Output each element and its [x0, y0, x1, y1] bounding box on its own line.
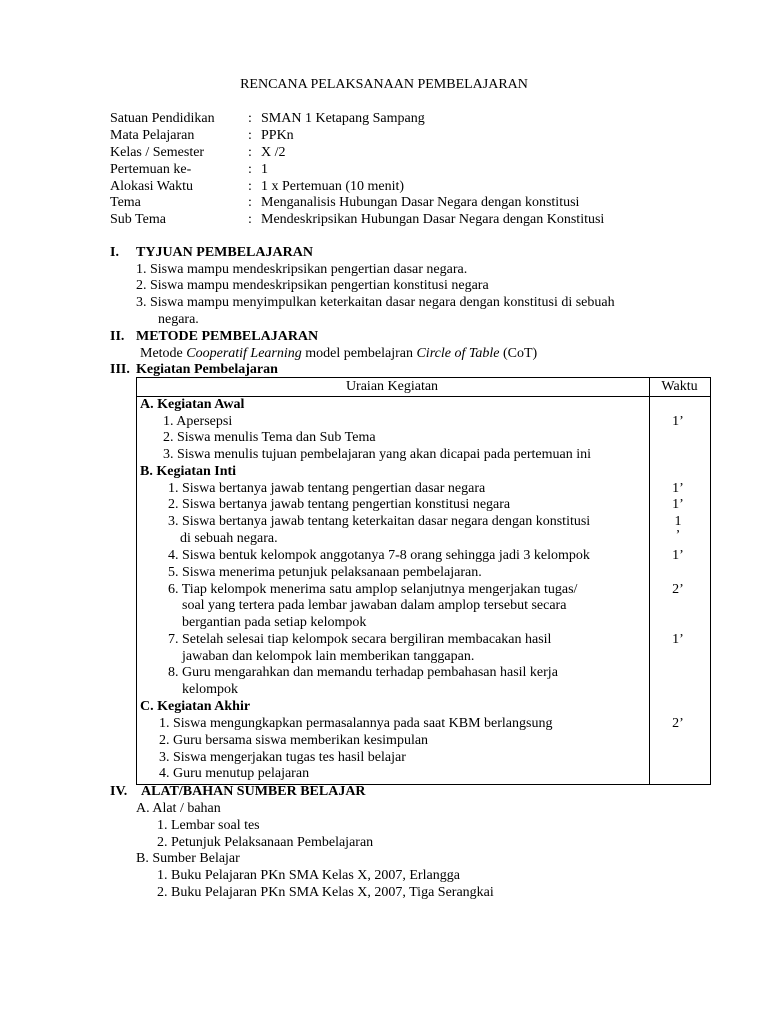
identity-colon: :	[248, 195, 252, 210]
identity-colon: :	[248, 162, 252, 177]
activity-item: 2. Guru bersama siswa memberikan kesimpulan	[159, 733, 429, 748]
resource-item: 1. Lembar soal tes	[157, 818, 260, 833]
identity-value: Mendeskripsikan Hubungan Dasar Negara dengan Konstitusi	[261, 212, 605, 227]
identity-value: X /2	[261, 145, 286, 160]
identity-colon: :	[248, 128, 252, 143]
activity-item: 2. Siswa bertanya jawab tentang pengertian konstitusi negara	[168, 497, 511, 512]
activity-item: 1. Siswa bertanya jawab tentang pengertian dasar negara	[168, 481, 486, 496]
identity-value: PPKn	[261, 128, 294, 143]
time-value: 1’	[672, 497, 684, 512]
time-value: 1’	[672, 481, 684, 496]
identity-label: Satuan Pendidikan	[110, 111, 215, 126]
section-title: Kegiatan Pembelajaran	[136, 362, 278, 377]
activity-group-heading: B. Kegiatan Inti	[140, 464, 237, 479]
section-number: III.	[110, 362, 130, 377]
identity-colon: :	[248, 179, 252, 194]
resource-item: 1. Buku Pelajaran PKn SMA Kelas X, 2007, Erlangga	[157, 868, 460, 883]
time-value: 1’	[672, 632, 684, 647]
identity-label: Tema	[110, 195, 141, 210]
method-text: model pembelajran	[301, 346, 417, 361]
activity-item: 2. Siswa menulis Tema dan Sub Tema	[163, 430, 376, 445]
column-header-activity: Uraian Kegiatan	[345, 379, 439, 394]
activity-group-heading: C. Kegiatan Akhir	[140, 699, 251, 714]
identity-colon: :	[248, 212, 252, 227]
activity-item: 1. Apersepsi	[163, 414, 233, 429]
identity-label: Pertemuan ke-	[110, 162, 192, 177]
objective-item: 3. Siswa mampu menyimpulkan keterkaitan dasar negara dengan konstitusi di sebuah	[136, 295, 615, 310]
identity-label: Kelas / Semester	[110, 145, 205, 160]
time-value: 2’	[672, 582, 684, 597]
time-value: 1	[674, 514, 682, 529]
activity-item-continued: di sebuah negara.	[180, 531, 278, 546]
activity-item: 4. Siswa bentuk kelompok anggotanya 7-8 orang sehingga jadi 3 kelompok	[168, 548, 590, 563]
method-text: (CoT)	[499, 346, 538, 361]
identity-colon: :	[248, 145, 252, 160]
identity-label: Sub Tema	[110, 212, 166, 227]
section-number: I.	[110, 245, 119, 260]
resource-group-heading: A. Alat / bahan	[136, 801, 221, 816]
resource-item: 2. Petunjuk Pelaksanaan Pembelajaran	[157, 835, 374, 850]
time-value: ’	[675, 528, 681, 543]
activity-item-continued: soal yang tertera pada lembar jawaban dalam amplop tersebut secara	[182, 598, 567, 613]
activity-item-continued: bergantian pada setiap kelompok	[182, 615, 367, 630]
identity-value: Menganalisis Hubungan Dasar Negara dengan konstitusi	[261, 195, 580, 210]
section-number: IV.	[110, 784, 128, 799]
method-term: Cooperatif Learning	[186, 346, 302, 361]
activity-item: 4. Guru menutup pelajaran	[159, 766, 310, 781]
objective-item-continued: negara.	[158, 312, 199, 327]
resource-item: 2. Buku Pelajaran PKn SMA Kelas X, 2007, Tiga Serangkai	[157, 885, 494, 900]
time-value: 1’	[672, 548, 684, 563]
activity-item: 7. Setelah selesai tiap kelompok secara bergiliran membacakan hasil	[168, 632, 552, 647]
identity-value: 1	[261, 162, 268, 177]
objective-item: 1. Siswa mampu mendeskripsikan pengertian dasar negara.	[136, 262, 468, 277]
activity-item: 1. Siswa mengungkapkan permasalannya pada saat KBM berlangsung	[159, 716, 553, 731]
objective-item: 2. Siswa mampu mendeskripsikan pengertian konstitusi negara	[136, 278, 489, 293]
time-value: 1’	[672, 414, 684, 429]
identity-label: Mata Pelajaran	[110, 128, 195, 143]
section-title: ALAT/BAHAN SUMBER BELAJAR	[141, 784, 366, 799]
section-title: TYJUAN PEMBELAJARAN	[136, 245, 313, 260]
identity-colon: :	[248, 111, 252, 126]
section-number: II.	[110, 329, 125, 344]
activity-item-continued: jawaban dan kelompok lain memberikan tanggapan.	[182, 649, 475, 664]
activity-item: 3. Siswa menulis tujuan pembelajaran yang akan dicapai pada pertemuan ini	[163, 447, 592, 462]
identity-value: 1 x Pertemuan (10 menit)	[261, 179, 405, 194]
activity-item: 3. Siswa bertanya jawab tentang keterkaitan dasar negara dengan konstitusi	[168, 514, 591, 529]
resource-group-heading: B. Sumber Belajar	[136, 851, 240, 866]
activity-group-heading: A. Kegiatan Awal	[140, 397, 245, 412]
method-description	[140, 346, 537, 363]
activity-item: 3. Siswa mengerjakan tugas tes hasil belajar	[159, 750, 406, 765]
section-title: METODE PEMBELAJARAN	[136, 329, 319, 344]
activity-item: 8. Guru mengarahkan dan memandu terhadap pembahasan hasil kerja	[168, 665, 558, 680]
method-term: Circle of Table	[416, 346, 500, 361]
document-title: RENCANA PELAKSANAAN PEMBELAJARAN	[240, 77, 528, 92]
activity-item-continued: kelompok	[182, 682, 238, 697]
method-text: Metode	[140, 346, 187, 361]
activity-item: 6. Tiap kelompok menerima satu amplop selanjutnya mengerjakan tugas/	[168, 582, 578, 597]
identity-label: Alokasi Waktu	[110, 179, 193, 194]
time-value: 2’	[672, 716, 684, 731]
column-header-time: Waktu	[661, 379, 698, 394]
activity-item: 5. Siswa menerima petunjuk pelaksanaan pembelajaran.	[168, 565, 482, 580]
identity-value: SMAN 1 Ketapang Sampang	[261, 111, 425, 126]
